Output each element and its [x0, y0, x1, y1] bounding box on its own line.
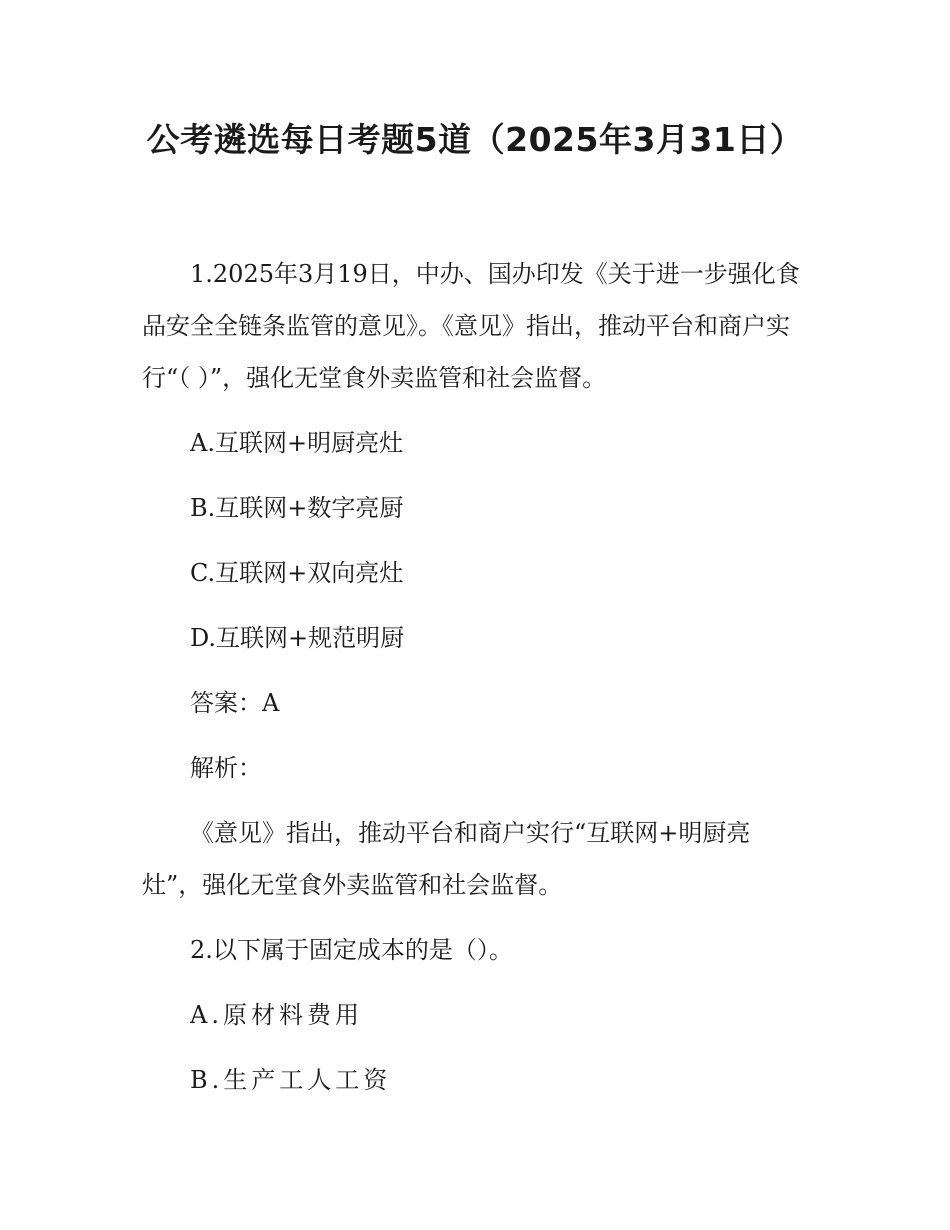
document-body	[142, 248, 810, 1119]
question-1-analysis: 《意见》指出，推动平台和商户实行“互联网+明厨亮灶”，强化无堂食外卖监管和社会监督。	[142, 819, 751, 899]
question-1-analysis-label: 解析：	[190, 754, 262, 782]
document-title: 公考遴选每日考题5道（2025年3月31日）	[146, 120, 804, 159]
question-2-option-a: A.原材料费用	[190, 1001, 363, 1029]
question-1-answer: 答案：A	[190, 689, 280, 717]
question-2-option-b: B.生产工人工资	[190, 1066, 392, 1094]
question-1-option-d: D.互联网+规范明厨	[190, 624, 405, 652]
question-1-option-b: B.互联网+数字亮厨	[190, 494, 404, 522]
question-2-stem: 2.以下属于固定成本的是（）。	[190, 936, 513, 964]
question-1-option-c: C.互联网+双向亮灶	[190, 559, 404, 587]
question-1-stem: 1.2025年3月19日，中办、国办印发《关于进一步强化食品安全全链条监管的意见》。《意见》指出，推动平台和商户实行“（ ）”，强化无堂食外卖监管和社会监督。	[142, 260, 800, 392]
question-1-option-a: A.互联网+明厨亮灶	[190, 429, 404, 457]
